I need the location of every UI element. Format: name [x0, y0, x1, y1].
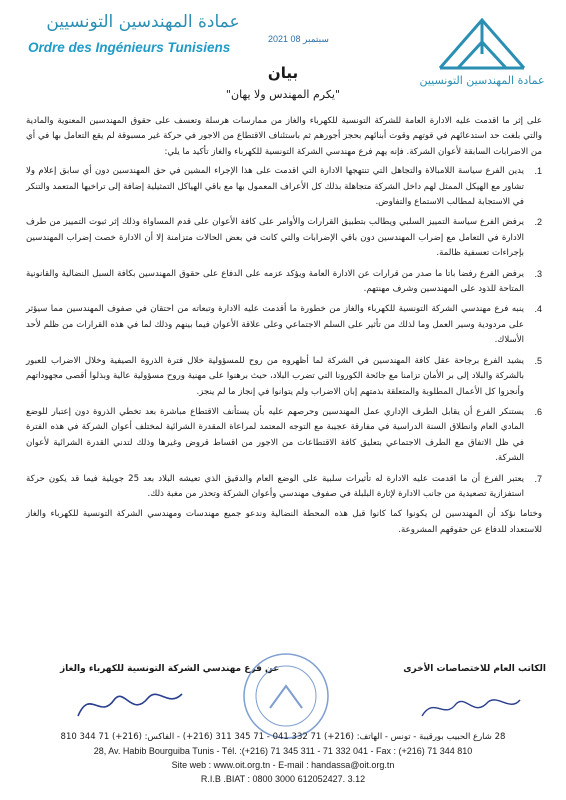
list-item [26, 405, 542, 467]
item-text: يشيد الفرع برجاحة عقل كافة المهندسين في الشركة لما أظهروه من روح للمسؤولية خلال فترة الذروة الصيفية وخلال الاضراب للعبور بالشركة والبلاد إلى بر الأمان تزامنا مع جائحة الكورونا التي تضرب البلاد، حيث برهنوا على مهنية وروح مسؤولية عالية وبذلوا أقصى مجهوداتهم وأنجزوا كل الأعمال المطلوبة والمتعلقة بذمتهم إبان الاضراب ولم يتوانوا في إنجاز ما لم ينجز. [26, 355, 524, 397]
item-text: يعتبر الفرع أن ما اقدمت عليه الادارة له تأثيرات سلبية على الوضع العام والدقيق الذي تعيشه البلاد بعد 25 جويلية فيما قد يكون حركة استفزازية تصعيدية من جانب الادارة لإثارة البلبلة في صفوف مهندسي وأعوان الشركة وتحذر من مغبة ذلك. [26, 473, 525, 499]
list-item [26, 164, 542, 210]
list-item [26, 267, 542, 298]
footer-web: Site web : www.oit.org.tn - E-mail : handassa@oit.org.tn [171, 760, 395, 770]
signature-secretary: الكاتب العام للاختصاصات الأخرى [403, 664, 546, 674]
list-item [26, 302, 542, 348]
document-date: 2021 سبتمبر 08 [268, 34, 329, 44]
item-text: يستنكر الفرع أن يقابل الطرف الإداري عمل المهندسين وحرصهم عليه بأن يستأنف الاقتطاع مباشرة بعد تخطي الذروة دون إعتبار للوضع المادي العام وانطلاق السنة الدراسية في مفارقة عجيبة مع التوجه المعتمد لمراعاة المقدرة الشرائية لمختلف أعوان الشركة في هذه الفترة في ظل الاتفاق مع الطرف الاجتماعي بتعليق كافة الاقتطاعات من الاجور من اقساط قروض وغيرها وذلك لتدني القدرة الشرائية لأعوان الشركة. [26, 406, 524, 464]
official-seal-icon [240, 650, 332, 742]
item-number: 2. [534, 217, 542, 228]
points-list [26, 164, 542, 502]
item-text: ينبه فرع مهندسي الشركة التونسية للكهرباء والغاز من خطورة ما أقدمت عليه الادارة وتبعاته من احتقان في صفوف المهندسين مما سيؤثر على مردودية وسير العمل وما لذلك من تأثير على السلم الاجتماعي وعلى علاقة الأعوان فيما بينهم وذلك لما في هذه القرارات من ظلم لأحد الأسلاك. [26, 304, 524, 346]
closing-paragraph: وختاما نؤكد أن المهندسين لن يكونوا كما كانوا قبل هذه المحطة النضالية وندعو جميع مهندسات ومهندسي الشركة التونسية للكهرباء والغاز للاستعداد للدفاع عن حقوقهم المشروعة. [26, 509, 542, 535]
list-item [26, 215, 542, 261]
item-text: يرفض الفرع سياسة التمييز السلبي ويطالب بتطبيق القرارات والأوامر على كافة الأعوان على قدم المساواة وذلك إثر ثبوت التمييز من طرف الادارة في التعامل مع إضراب المهندسين دون باقي الإضرابات والتي كانت في بعض الحالات متزامنة إلا أن الادارة خصت إضراب المهندسين بإجراءات تعسفية ظالمة. [26, 217, 524, 259]
footer-address-arabic: 28 شارع الحبيب بورقيبة - تونس - الهاتف: (216+) 71 332 041 - 71 345 311 (216+) - الفاكس: (216+) 71 344 810 [60, 732, 506, 742]
logo-caption: عمادة المهندسين التونسيين [419, 74, 545, 87]
page-subtitle: "يكرم المهندس ولا يهان" [225, 88, 341, 101]
list-item [26, 472, 542, 503]
item-number: 4. [534, 304, 542, 315]
footer-address-french: 28, Av. Habib Bourguiba Tunis - Tél. :(+216) 71 345 311 - 71 332 041 - Fax : (+216) 71 344 810 [93, 746, 473, 756]
page-title: بيان [267, 64, 299, 82]
handwritten-signature-icon [70, 678, 190, 728]
item-number: 7. [534, 473, 542, 484]
item-text: يرفض الفرع رفضا باتا ما صدر من قرارات عن الادارة العامة ويؤكد عزمه على الدفاع على حقوق المهندسين بكافة السبل النضالية والقانونية المتاحة للذود على المهندسين وشرف مهنتهم. [26, 268, 524, 295]
item-number: 3. [534, 268, 542, 279]
item-number: 5. [534, 355, 542, 366]
signature-branch: عن فرع مهندسي الشركة التونسية للكهرباء والغاز [60, 664, 280, 674]
item-number: 6. [534, 406, 542, 417]
intro-paragraph: على إثر ما اقدمت عليه الادارة العامة للشركة التونسية للكهرباء والغاز من ممارسات هرسلة وتعسف على حقوق المهندسين المعنوية والمادية والتي بلغت حد استدعائهم في قوتهم وقوت أبنائهم بحجز أجورهم ثم باستئناف الاقتطاع من الاجور في حركة غير مسبوقة لم يقع التعامل بها في أي من الاضرابات السابقة لأعوان الشركة. فإنه يهم فرع مهندسي الشركة التونسية للكهرباء والغاز تأكيد ما يلي: [26, 116, 542, 157]
org-name-french: Ordre des Ingénieurs Tunisiens [28, 40, 231, 55]
list-item [26, 354, 542, 400]
item-text: يدين الفرع سياسة اللامبالاة والتجاهل التي تنتهجها الادارة التي اقدمت على هذا الإجراء المشين في حق المهندسين دون أي سابق إعلام ولا تشاور مع الهيكل الممثل لهم داخل الشركة متجاهلة بذلك كل الأعراف المعمول بها مع باقي الهياكل التمثيلية إضافة إلى تراخيها المتعمد والتنكر في الاستجابة لمطالب الاستماع والتفاوض. [26, 166, 524, 208]
footer-rib: R.I.B .BIAT : 0800 3000 612052427. 3.12 [200, 774, 366, 784]
item-number: 1. [534, 166, 542, 177]
statement-body [26, 114, 542, 547]
letterhead-left [28, 12, 258, 55]
page-footer [0, 730, 566, 786]
handwritten-signature-icon [416, 690, 526, 726]
org-name-arabic: عمادة المهندسين التونسيين [46, 12, 240, 32]
